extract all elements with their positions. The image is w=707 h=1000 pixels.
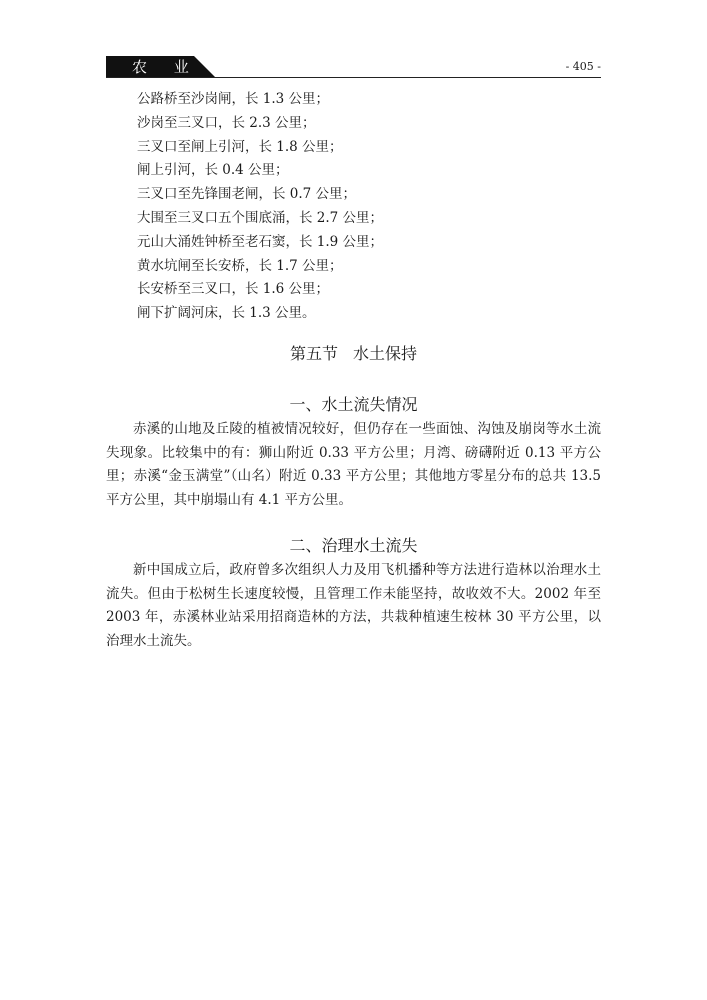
list-item: 三叉口至先锋围老闸，长 0.7 公里；	[137, 186, 357, 203]
header-rule	[106, 77, 601, 78]
list-item: 三叉口至闸上引河，长 1.8 公里；	[137, 138, 343, 155]
section-title: 第五节 水土保持	[289, 344, 418, 363]
project-list	[137, 88, 383, 326]
list-item: 公路桥至沙岗闸，长 1.3 公里；	[137, 91, 330, 107]
list-item: 元山大涌姓钟桥至老石窦，长 1.9 公里；	[137, 233, 384, 250]
list-item: 长安桥至三叉口，长 1.6 公里；	[137, 281, 330, 298]
page-number: - 405 -	[565, 60, 601, 73]
chapter-title: 农 业	[132, 58, 200, 76]
list-item: 沙岗至三叉口，长 2.3 公里；	[137, 114, 316, 131]
list-item: 大围至三叉口五个围底涌，长 2.7 公里；	[137, 209, 384, 226]
subsection-title: 一、水土流失情况	[289, 395, 418, 414]
paragraph: 赤溪的山地及丘陵的植被情况较好，但仍存在一些面蚀、沟蚀及崩岗等水土流失现象。比较集中的有：狮山附近 0.33 平方公里；月湾、磅礴附近 0.13 平方公里；赤溪“金玉满堂”（山名）附近 0.33 平方公里；其他地方零星分布的总共 13.5 平方公里，其中崩塌山有 4.1 平方公里。	[106, 421, 601, 508]
list-item: 黄水坑闸至长安桥，长 1.7 公里；	[137, 257, 343, 274]
paragraph: 新中国成立后，政府曾多次组织人力及用飞机播种等方法进行造林以治理水土流失。但由于松树生长速度较慢，且管理工作未能坚持，故收效不大。2002 年至 2003 年，赤溪林业站采用招商造林的方法，共栽种植速生桉林 30 平方公里，以治理水土流失。	[106, 562, 601, 649]
subsection-title: 二、治理水土流失	[289, 536, 418, 555]
list-item: 闸上引河，长 0.4 公里；	[137, 162, 289, 179]
list-item: 闸下扩阔河床，长 1.3 公里。	[137, 305, 316, 322]
